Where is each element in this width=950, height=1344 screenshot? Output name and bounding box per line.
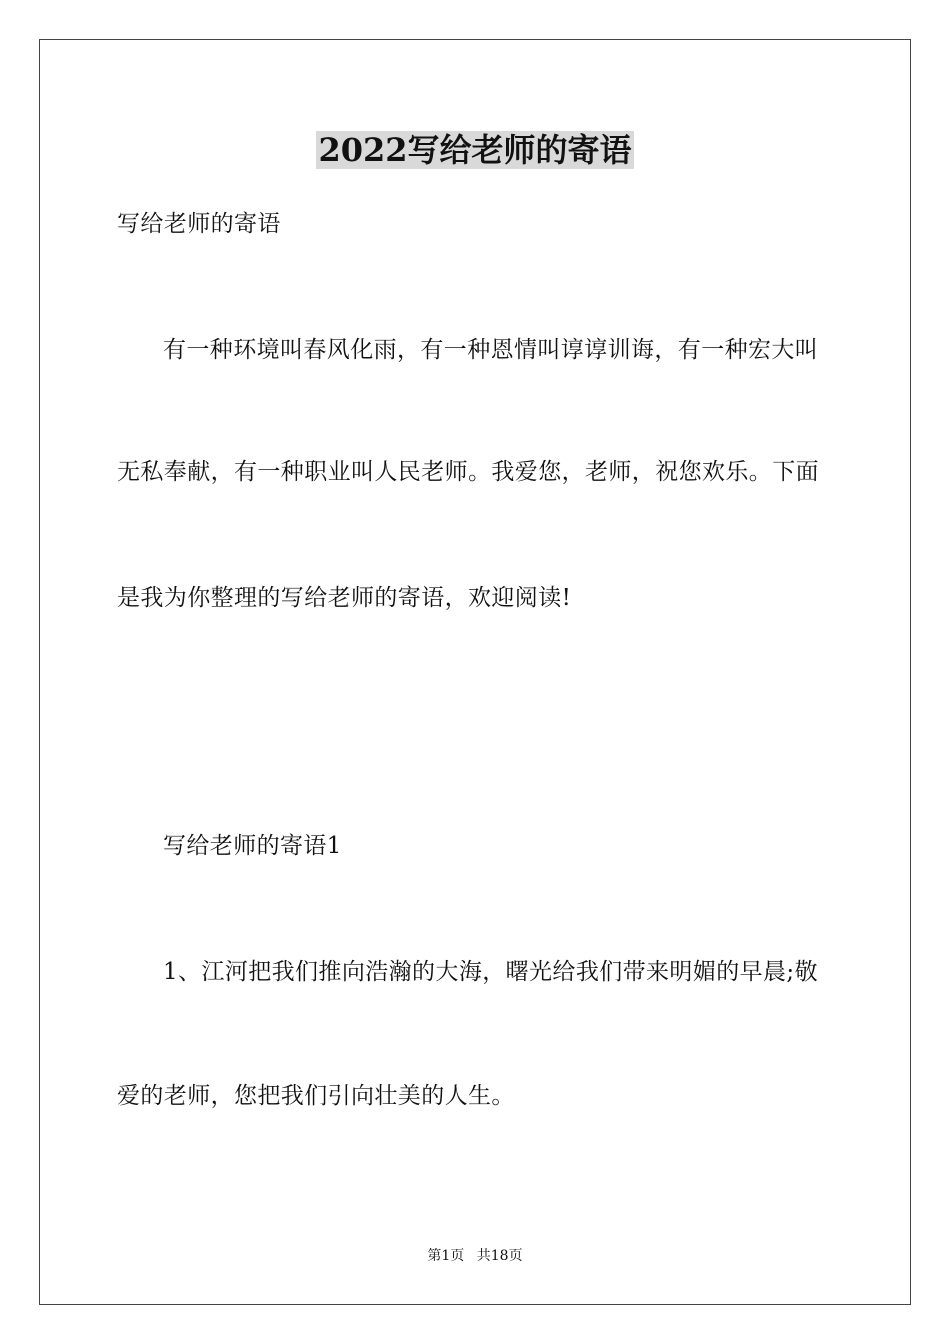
document-subtitle: 写给老师的寄语 — [117, 211, 281, 237]
page-number: 第1页 — [427, 1248, 465, 1264]
item-line: 爱的老师，您把我们引向壮美的人生。 — [117, 1083, 515, 1109]
intro-line: 无私奉献，有一种职业叫人民老师。我爱您，老师，祝您欢乐。下面 — [117, 459, 819, 485]
intro-line: 是我为你整理的写给老师的寄语，欢迎阅读! — [117, 585, 572, 611]
item-line: 1、江河把我们推向浩瀚的大海，曙光给我们带来明媚的早晨;敬 — [163, 959, 818, 985]
section-heading: 写给老师的寄语1 — [163, 833, 342, 859]
intro-line: 有一种环境叫春风化雨，有一种恩情叫谆谆训诲，有一种宏大叫 — [163, 337, 819, 363]
page-footer — [0, 1246, 950, 1266]
title-text: 2022写给老师的寄语 — [318, 131, 632, 169]
total-pages: 共18页 — [476, 1248, 523, 1264]
document-title — [0, 128, 950, 172]
